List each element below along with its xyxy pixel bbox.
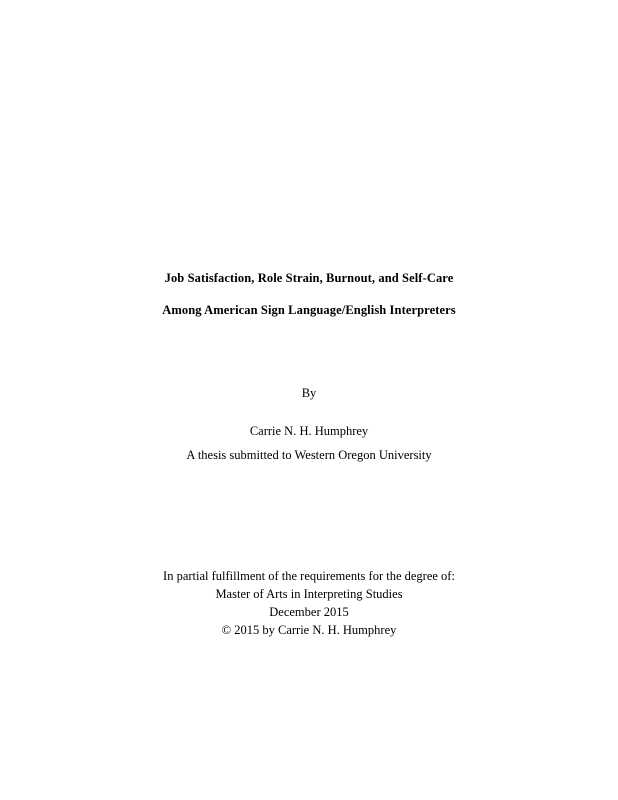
document-title — [0, 262, 618, 326]
title-line-1: Job Satisfaction, Role Strain, Burnout, and Self-Care — [164, 271, 454, 285]
fulfillment-line: In partial fulfillment of the requirements for the degree of: — [163, 569, 455, 583]
author-name: Carrie N. H. Humphrey — [249, 424, 369, 438]
date-line: December 2015 — [269, 605, 349, 619]
submission-statement: A thesis submitted to Western Oregon University — [186, 448, 432, 462]
degree-block — [0, 567, 618, 639]
byline — [0, 374, 618, 450]
by-label: By — [301, 386, 317, 400]
degree-line: Master of Arts in Interpreting Studies — [215, 587, 403, 601]
title-line-2: Among American Sign Language/English Interpreters — [162, 303, 456, 317]
copyright-line: © 2015 by Carrie N. H. Humphrey — [221, 623, 397, 637]
